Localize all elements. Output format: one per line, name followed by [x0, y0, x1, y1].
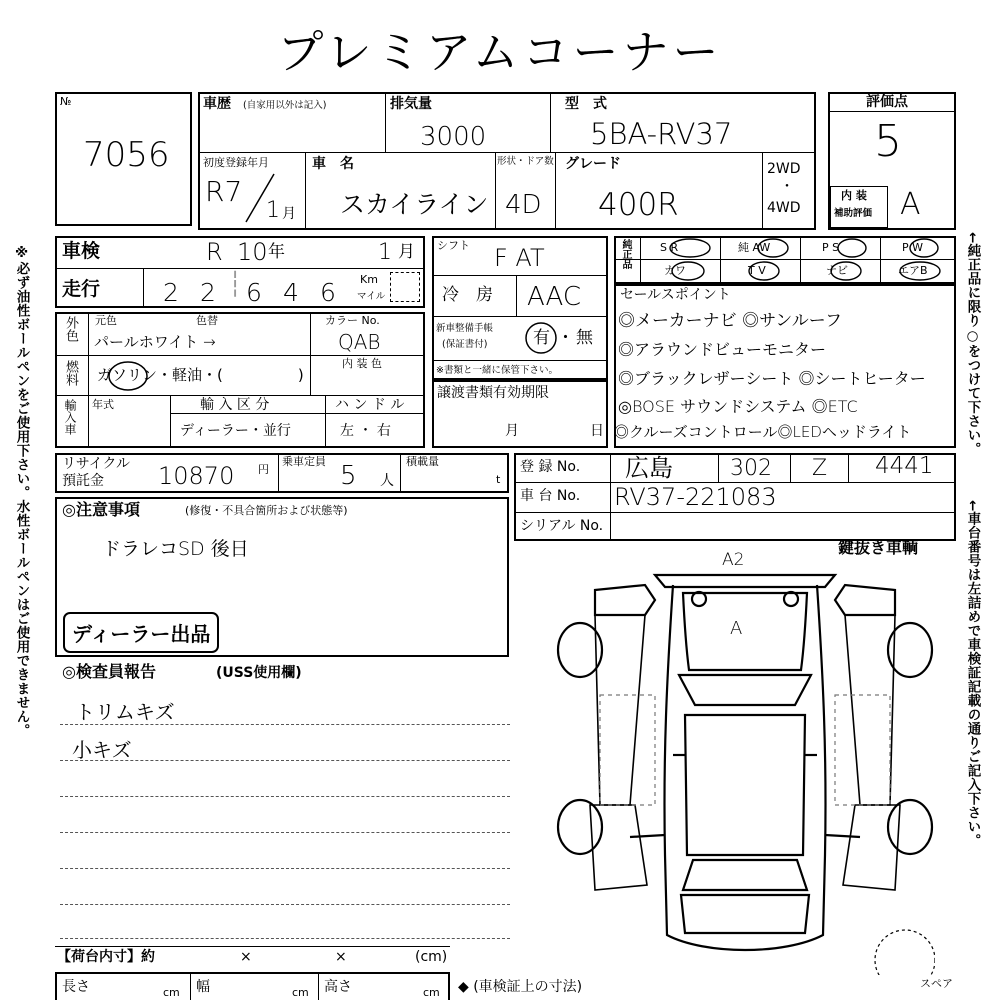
right-side-note-top: ←純正品に限り○をつけて下さい。: [964, 232, 981, 457]
aircon-label: 冷 房: [442, 285, 493, 305]
mileage-digit: 4: [283, 278, 299, 307]
report-line: [60, 724, 510, 725]
records-note: ※書類と一緒に保管下さい。: [436, 365, 558, 376]
report-line: [60, 938, 510, 939]
import-handle-value[interactable]: 左 ・ 右: [340, 423, 391, 439]
grade-value: 400R: [598, 187, 679, 223]
aircon-value: AAC: [527, 282, 581, 312]
cargo-width-label: 幅: [196, 979, 210, 995]
option-item-aw[interactable]: 純 AW: [738, 241, 771, 254]
option-item-navi[interactable]: ナビ: [826, 264, 848, 277]
transfer-month: 月: [505, 423, 519, 439]
shaken-month-unit: 月: [398, 242, 415, 262]
color-code-value: QAB: [338, 330, 381, 354]
cargo-x2: ×: [335, 949, 347, 965]
cargo-height-unit: cm: [423, 986, 440, 999]
divider: [55, 946, 450, 947]
divider: [432, 360, 608, 361]
divider: [790, 453, 791, 482]
report-line: [60, 832, 510, 833]
cargo-dimension-row: [55, 972, 450, 1000]
shaken-year: 10: [237, 238, 268, 266]
shift-label: シフト: [437, 239, 470, 252]
first-reg-month-unit: 月: [282, 206, 296, 222]
divider: [318, 972, 319, 1000]
option-item-leather[interactable]: カワ: [664, 264, 686, 277]
import-label: 輸入車: [63, 399, 77, 435]
divider: [198, 152, 816, 153]
capacity-label: 乗車定員: [282, 455, 326, 468]
options-label: 純正品: [620, 239, 631, 269]
records-label1: 新車整備手帳: [436, 323, 494, 334]
cargo-unit: (cm): [415, 949, 448, 965]
mileage-unit-km: Km: [360, 273, 378, 286]
divider: [828, 111, 956, 112]
inspector-sub: (USS使用欄): [216, 665, 302, 681]
mileage-digit: 6: [246, 278, 262, 307]
mileage-digit: 6: [320, 278, 336, 307]
cargo-note: ◆ (車検証上の寸法): [458, 979, 583, 995]
divider: [305, 152, 306, 230]
registration-number: 4441: [875, 453, 934, 479]
notes-sub: (修復・不具合箇所および状態等): [185, 504, 348, 517]
inspector-note: トリムキズ: [75, 700, 175, 724]
fuel-gasoline-circle: [106, 359, 150, 393]
fuel-label: 燃料: [63, 360, 78, 386]
displacement-label: 排気量: [390, 96, 432, 112]
first-reg-label: 初度登録年月: [203, 156, 269, 169]
color-section-label: 外色: [63, 316, 78, 342]
right-side-note-bottom: ←車台番号は左詰めで車検証記載の通りご記入下さい。: [964, 500, 981, 848]
lot-number: 7056: [83, 135, 170, 175]
grade-label: グレード: [565, 156, 621, 172]
sales-point-line: ◎BOSE サウンドシステム ◎ETC: [618, 397, 858, 416]
interior-score-label1: 内 装: [841, 189, 867, 202]
cargo-x1: ×: [240, 949, 252, 965]
records-sep: ・: [557, 328, 574, 348]
recycle-label1: リサイクル: [62, 456, 131, 472]
notes-line: ドラレコSD 後日: [102, 538, 249, 560]
recycle-value: 10870: [158, 462, 235, 490]
transfer-day: 日: [590, 423, 604, 439]
mileage-digit: 2: [163, 278, 179, 307]
displacement-value: 3000: [420, 122, 487, 152]
divider: [55, 395, 425, 396]
cargo-length-label: 長さ: [62, 979, 90, 995]
report-line: [60, 868, 510, 869]
option-item-tv[interactable]: T V: [748, 264, 766, 277]
color-code-label: カラー No.: [325, 314, 380, 327]
sales-point-line: ◎ブラックレザーシート ◎シートヒーター: [618, 369, 926, 388]
color-original-value: パールホワイト →: [94, 333, 216, 351]
spare-label: スペア: [920, 977, 953, 990]
shaken-year-unit: 年: [268, 242, 285, 262]
transfer-label: 譲渡書類有効期限: [437, 385, 549, 401]
load-label: 積載量: [406, 455, 439, 468]
divider: [495, 152, 496, 230]
divider: [762, 152, 763, 230]
page-title: プレミアムコーナー: [277, 25, 723, 79]
shaken-era: R: [206, 238, 223, 266]
notes-label: ◎注意事項: [62, 500, 140, 519]
records-no[interactable]: 無: [576, 328, 593, 348]
divider: [55, 355, 425, 356]
mileage-tick-box: [390, 272, 420, 302]
load-unit: t: [496, 473, 501, 486]
sales-point-line: ◎クルーズコントロール◎LEDヘッドライト: [614, 423, 912, 441]
option-item-airbag[interactable]: エアB: [898, 264, 928, 277]
diagram-front-mark: A2: [722, 550, 745, 570]
sales-point-line: ◎メーカーナビ ◎サンルーフ: [618, 311, 842, 331]
doors-label: 形状・ドア数: [497, 156, 554, 167]
model-label: 型 式: [565, 96, 607, 112]
mileage-comma-mark: ┆: [228, 270, 243, 298]
records-yes[interactable]: 有: [533, 328, 550, 348]
divider: [550, 92, 551, 152]
divider: [190, 972, 191, 1000]
key-note: 鍵抜き車輌: [838, 538, 919, 557]
import-year-label: 年式: [92, 398, 114, 411]
divider: [278, 453, 279, 493]
inspector-label: ◎検査員報告: [62, 662, 156, 681]
vehicle-diagram: [555, 555, 935, 975]
import-category-value[interactable]: ディーラー・並行: [180, 423, 291, 439]
import-handle-label: ハ ン ド ル: [335, 397, 405, 413]
drive-2wd[interactable]: 2WD: [767, 161, 801, 177]
sales-points-label: セールスポイント: [620, 287, 731, 303]
car-name-value: スカイライン: [340, 190, 489, 219]
option-item-sr[interactable]: S R: [660, 241, 679, 254]
first-reg-month: 1: [266, 198, 280, 223]
report-line: [60, 796, 510, 797]
drive-4wd[interactable]: 4WD: [767, 200, 801, 216]
registration-label: 登 録 No.: [520, 459, 581, 475]
shaken-label: 車検: [62, 240, 101, 262]
divider: [718, 453, 719, 482]
divider: [848, 453, 849, 482]
recycle-unit: 円: [258, 463, 269, 476]
chassis-label: 車 台 No.: [520, 488, 581, 504]
serial-label: シリアル No.: [520, 518, 604, 534]
doors-value: 4D: [505, 190, 542, 220]
registration-place: 広島: [625, 454, 673, 482]
capacity-unit: 人: [380, 473, 394, 489]
fuel-options[interactable]: ガソリン・軽油・( ): [97, 366, 304, 384]
divider: [170, 395, 171, 448]
interior-score-label2: 補助評価: [834, 208, 873, 219]
option-item-pw[interactable]: P W: [902, 241, 924, 254]
cargo-label: 【荷台内寸】約: [57, 949, 155, 965]
divider: [143, 268, 144, 308]
divider: [310, 312, 311, 395]
color-repaint-label: 色替: [196, 314, 218, 327]
divider: [88, 312, 89, 448]
chassis-value: RV37-221083: [614, 483, 777, 511]
import-category-label: 輸 入 区 分: [200, 397, 270, 413]
option-circles: [640, 236, 956, 284]
mileage-unit-mile: マイル: [357, 291, 386, 302]
registration-class: 302: [730, 456, 772, 481]
mileage-digit: 2: [200, 278, 216, 307]
first-reg-era: R7: [205, 175, 243, 208]
diagram-roof-mark: A: [730, 618, 743, 639]
capacity-value: 5: [340, 461, 357, 491]
shaken-month: 1: [378, 240, 392, 265]
divider: [610, 453, 611, 541]
divider: [516, 275, 517, 316]
dealer-stamp: ディーラー出品: [63, 612, 219, 653]
score-value: 5: [874, 116, 902, 167]
mileage-label: 走行: [62, 278, 101, 300]
shift-value: F AT: [494, 244, 545, 272]
lot-label: №: [60, 95, 72, 108]
sales-point-line: ◎アラウンドビューモニター: [618, 340, 827, 359]
divider: [400, 453, 401, 493]
car-name-label: 車 名: [312, 156, 354, 172]
divider: [55, 268, 425, 269]
cargo-height-label: 高さ: [324, 979, 352, 995]
records-label2: (保証書付): [442, 339, 488, 350]
drive-dot: ・: [780, 179, 794, 195]
lot-box: [55, 92, 192, 226]
divider: [385, 92, 386, 152]
divider: [170, 413, 425, 414]
score-label: 評価点: [866, 94, 908, 110]
inspector-note: 小キズ: [72, 738, 132, 762]
recycle-label2: 預託金: [62, 473, 104, 489]
interior-color-label: 内 装 色: [342, 357, 382, 370]
history-note: (自家用以外は記入): [243, 100, 327, 111]
interior-score-value: A: [900, 187, 921, 222]
report-line: [60, 904, 510, 905]
divider: [325, 395, 326, 448]
model-value: 5BA-RV37: [590, 117, 733, 151]
divider: [432, 275, 608, 276]
divider: [555, 152, 556, 230]
color-original-label: 元色: [95, 314, 117, 327]
divider: [432, 316, 608, 317]
history-label: 車歴: [203, 96, 231, 112]
left-side-note: ※必ず油性ボールペンをご使用下さい。水性ボールペンはご使用できません。: [13, 245, 30, 738]
divider: [514, 512, 956, 513]
cargo-length-unit: cm: [163, 986, 180, 999]
registration-kana: Z: [812, 456, 828, 481]
option-item-ps[interactable]: P S: [822, 241, 840, 254]
cargo-width-unit: cm: [292, 986, 309, 999]
